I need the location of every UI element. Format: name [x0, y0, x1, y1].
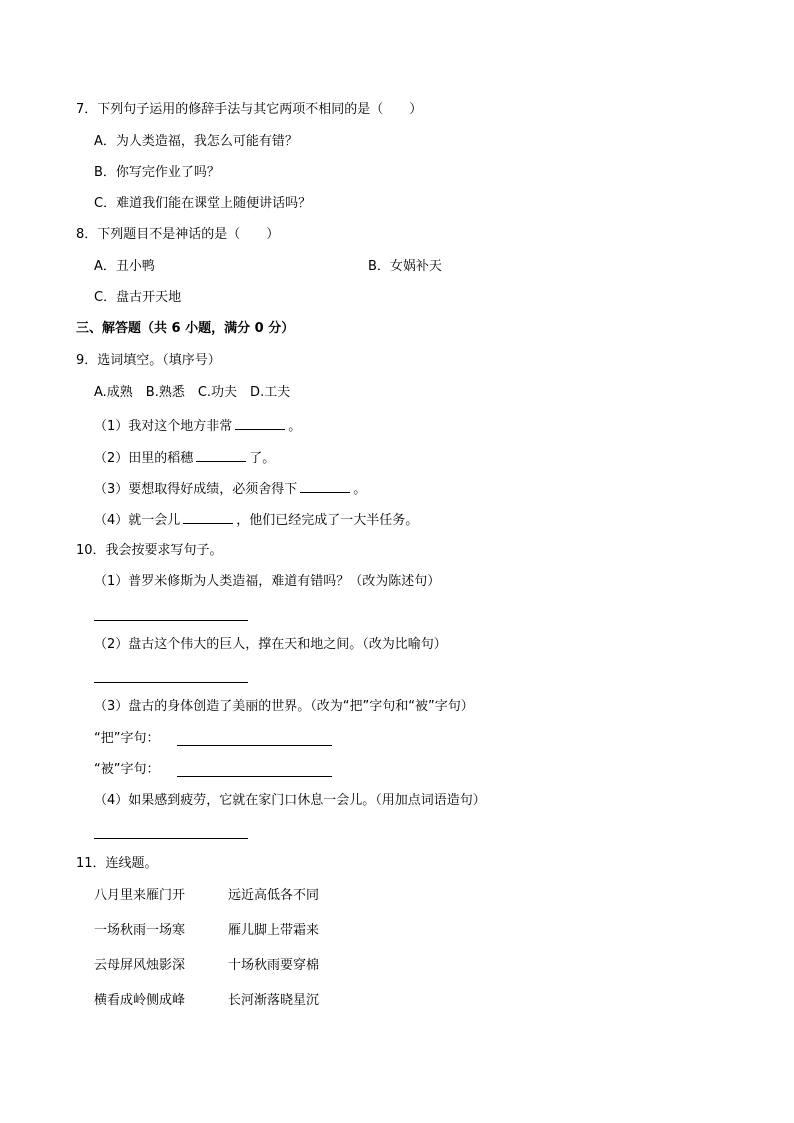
- q9-s2-end: 了。: [249, 451, 276, 466]
- q9-s2-text: （2）田里的稻穗: [94, 451, 194, 466]
- q9-s1-text: （1）我对这个地方非常: [94, 419, 233, 434]
- answer-blank[interactable]: [300, 480, 350, 493]
- q7-option-c: C．难道我们能在课堂上随便讲话吗？: [94, 196, 312, 211]
- q9-s4-end: ，他们已经完成了一大半任务。: [236, 513, 419, 528]
- answer-line[interactable]: [94, 682, 248, 683]
- answer-line[interactable]: [94, 838, 248, 839]
- right-item[interactable]: 长河渐落晓星沉: [228, 993, 320, 1008]
- q7-option-a: A．为人类造福，我怎么可能有错？: [94, 134, 298, 149]
- q9-s3-text: （3）要想取得好成绩，必须舍得下: [94, 482, 298, 497]
- q7-stem: 7．下列句子运用的修辞手法与其它两项不相同的是（ ）: [76, 102, 423, 117]
- q8-option-a: A．丑小鸭: [94, 259, 155, 274]
- q9-sentence-2: [94, 449, 275, 468]
- q9-s3-end: 。: [353, 482, 367, 497]
- section-title: 三、解答题（共 6 小题，满分 0 分）: [76, 321, 295, 336]
- q10-sentence-2: （2）盘古这个伟大的巨人，撑在天和地之间。（改为比喻句）: [94, 637, 447, 652]
- q9-sentence-1: [94, 417, 301, 436]
- answer-blank[interactable]: [235, 417, 285, 430]
- right-item[interactable]: 雁儿脚上带霜来: [228, 923, 320, 938]
- answer-line[interactable]: [94, 620, 248, 621]
- q7-option-b: B．你写完作业了吗？: [94, 165, 220, 180]
- right-item[interactable]: 十场秋雨要穿棉: [228, 958, 320, 973]
- q10-sentence-3: （3）盘古的身体创造了美丽的世界。（改为“把”字句和“被”字句）: [94, 699, 474, 714]
- answer-blank[interactable]: [196, 449, 246, 462]
- answer-blank[interactable]: [183, 511, 233, 524]
- q9-options: A.成熟 B.熟悉 C.功夫 D.工夫: [94, 385, 291, 400]
- ba-answer-line[interactable]: [177, 745, 332, 746]
- q9-s4-text: （4）就一会儿: [94, 513, 181, 528]
- q9-s1-end: 。: [288, 419, 302, 434]
- q9-stem: 9．选词填空。（填序号）: [76, 353, 221, 368]
- q8-stem: 8．下列题目不是神话的是（ ）: [76, 227, 280, 242]
- left-item[interactable]: 八月里来雁门开: [94, 888, 186, 903]
- q9-sentence-3: [94, 480, 366, 499]
- q9-sentence-4: [94, 511, 418, 530]
- left-item[interactable]: 横看成岭侧成峰: [94, 993, 186, 1008]
- q11-stem: 11．连线题。: [76, 856, 158, 871]
- bei-answer-line[interactable]: [177, 776, 332, 777]
- q10-sentence-4: （4）如果感到疲劳，它就在家门口休息一会儿。（用加点词语造句）: [94, 793, 486, 808]
- q8-option-b: B．女娲补天: [368, 259, 442, 274]
- q10-stem: 10．我会按要求写句子。: [76, 543, 223, 558]
- left-item[interactable]: 云母屏风烛影深: [94, 958, 186, 973]
- left-item[interactable]: 一场秋雨一场寒: [94, 923, 186, 938]
- right-item[interactable]: 远近高低各不同: [228, 888, 320, 903]
- q8-option-c: C．盘古开天地: [94, 290, 182, 305]
- q10-sentence-1: （1）普罗米修斯为人类造福，难道有错吗？（改为陈述句）: [94, 574, 441, 589]
- bei-sentence-label: “被”字句：: [94, 762, 160, 777]
- ba-sentence-label: “把”字句：: [94, 731, 160, 746]
